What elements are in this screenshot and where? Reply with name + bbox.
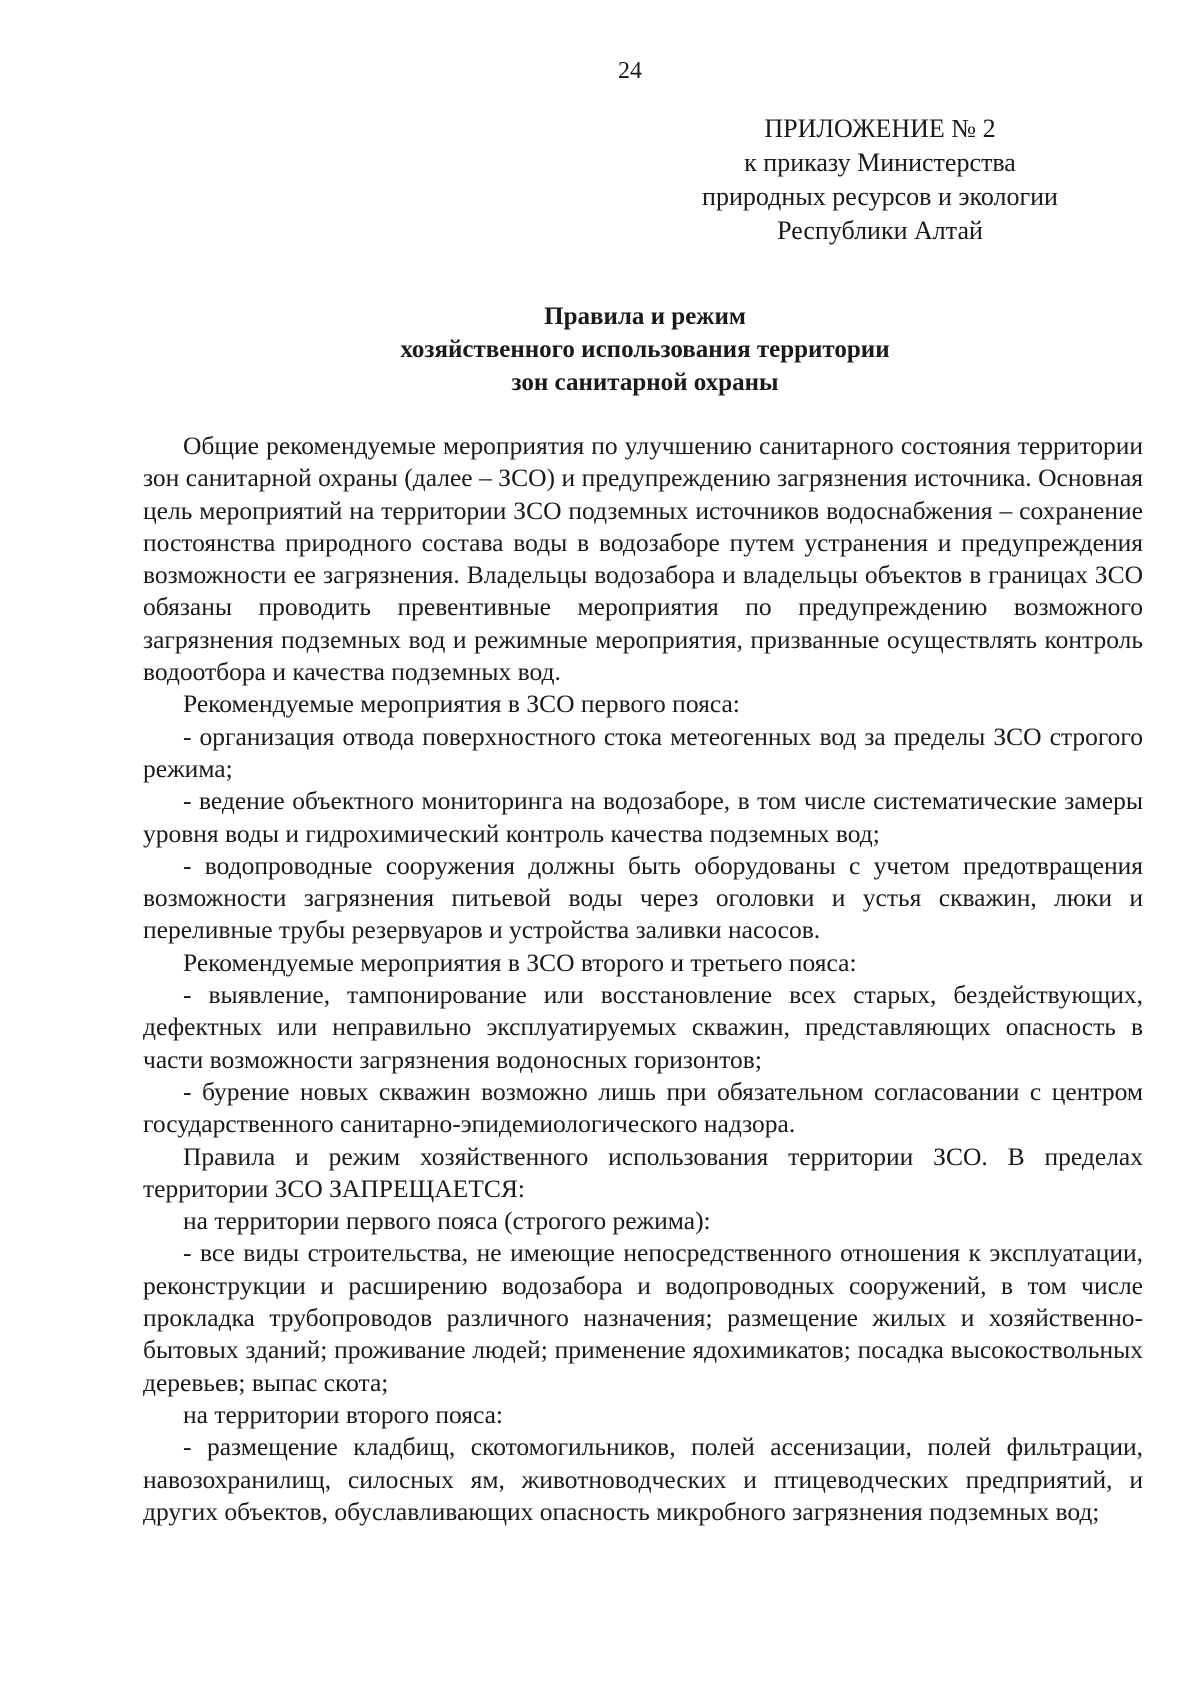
list-item: - организация отвода поверхностного стока метеогенных вод за пределы ЗСО строгого режима; [143,721,1143,783]
title-line-1: Правила и режим [544,303,746,330]
paragraph-second-third-zone-heading: Рекомендуемые мероприятия в ЗСО второго и третьего пояса: [183,947,857,977]
appendix-line-3: природных ресурсов и экологии [702,182,1058,211]
appendix-line-4: Республики Алтай [777,216,983,245]
paragraph-first-zone-restrictions: на территории первого пояса (строгого режима): [183,1206,711,1236]
paragraph-first-zone-heading: Рекомендуемые мероприятия в ЗСО первого пояса: [183,689,740,719]
paragraph-second-zone-restrictions: на территории второго пояса: [183,1399,504,1429]
document-body [143,430,1143,1528]
title-line-3: зон санитарной охраны [511,369,779,396]
page-number: 24 [618,58,642,84]
list-item: - бурение новых скважин возможно лишь при обязательном согласовании с центром государственного санитарно-эпидемиологического надзора. [143,1076,1143,1139]
appendix-line-2: к приказу Министерства [744,148,1016,177]
list-item: - выявление, тампонирование или восстановление всех старых, бездействующих, дефектных или неправильно эксплуатируемых скважин, представляющих опасность в части возможности загрязнения водоносных горизонтов; [143,980,1143,1074]
document-title [0,300,1200,399]
paragraph-rules-heading: Правила и режим хозяйственного использования территории ЗСО. В пределах территории ЗСО ЗАПРЕЩАЕТСЯ: [143,1141,1143,1203]
list-item: - все виды строительства, не имеющие непосредственного отношения к эксплуатации, реконструкции и расширению водозабора и водопроводных сооружений, в том числе прокладка трубопроводов различного назначения; размещение жилых и хозяйственно-бытовых зданий; проживание людей; применение ядохимикатов; посадка высокоствольных деревьев; выпас скота; [143,1238,1143,1397]
appendix-header [640,112,1120,248]
list-item: - ведение объектного мониторинга на водозаборе, в том числе систематические замеры уровня воды и гидрохимический контроль качества подземных вод; [143,786,1143,848]
paragraph-intro: Общие рекомендуемые мероприятия по улучшению санитарного состояния территории зон санитарной охраны (далее – ЗСО) и предупреждению загрязнения источника. Основная цель мероприятий на территории ЗСО подземных источников водоснабжения – сохранение постоянства природного состава воды в водозаборе путем устранения и предупреждения возможности ее загрязнения. Владельцы водозабора и владельцы объектов в границах ЗСО обязаны проводить превентивные мероприятия по предупреждению возможного загрязнения подземных вод и режимные мероприятия, призванные осуществлять контроль водоотбора и качества подземных вод. [143,431,1143,687]
list-item: - водопроводные сооружения должны быть оборудованы с учетом предотвращения возможности загрязнения питьевой воды через оголовки и устья скважин, люки и переливные трубы резервуаров и устройства заливки насосов. [143,850,1143,945]
appendix-line-1: ПРИЛОЖЕНИЕ № 2 [764,114,996,143]
list-item: - размещение кладбищ, скотомогильников, полей ассенизации, полей фильтрации, навозохранилищ, силосных ям, животноводческих и птицеводческих предприятий, и других объектов, обуславливающих опасность микробного загрязнения подземных вод; [143,1432,1143,1526]
title-line-2: хозяйственного использования территории [400,336,890,363]
